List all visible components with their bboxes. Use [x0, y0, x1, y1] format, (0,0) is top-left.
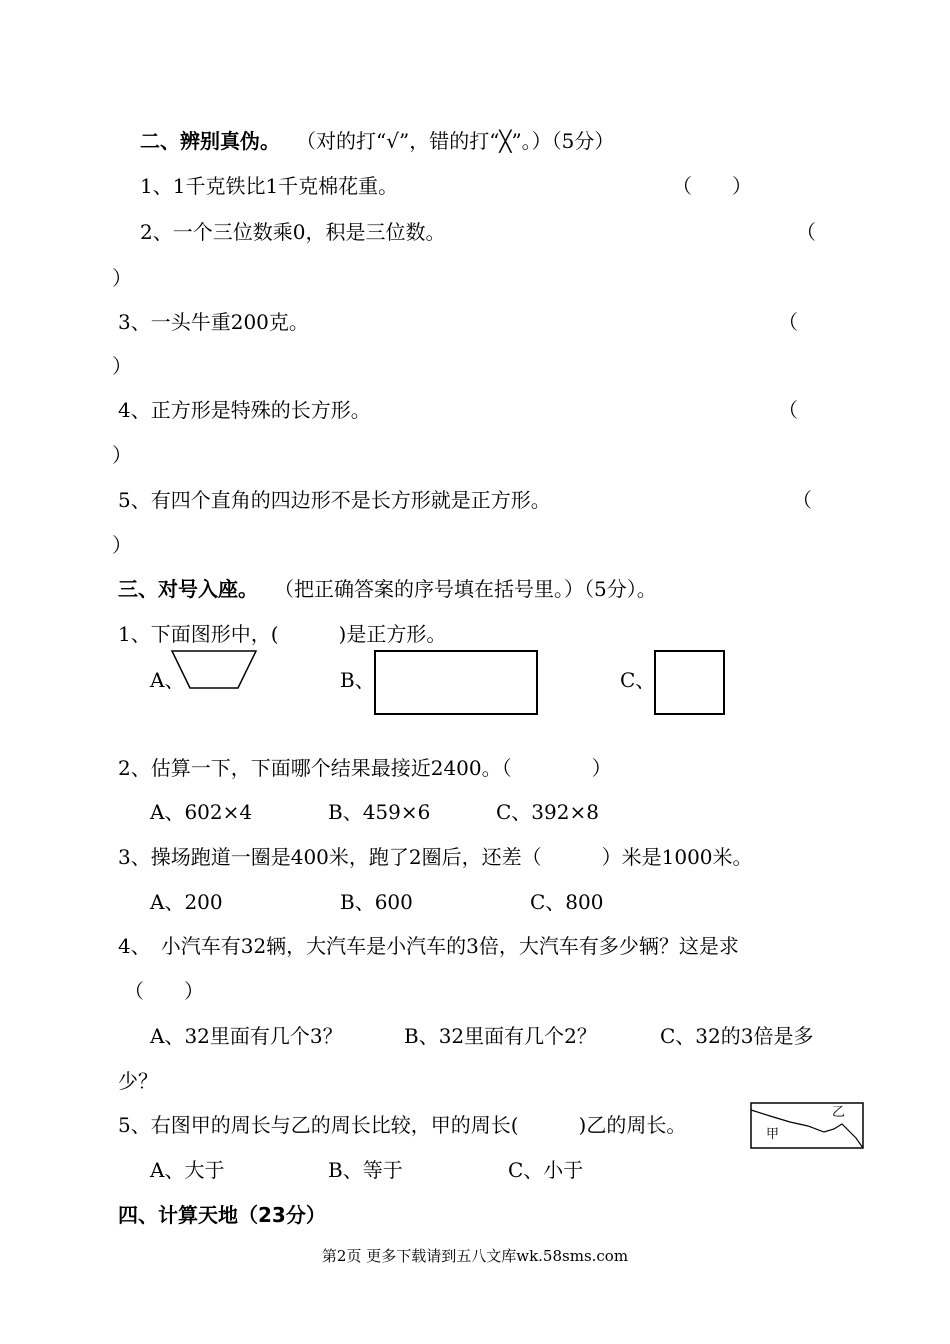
s3-q2-option-b: B、459×6: [328, 800, 431, 824]
s2-item4-text: 4、正方形是特殊的长方形。: [118, 398, 371, 422]
s2-item3-text: 3、一头牛重200克。: [118, 310, 309, 334]
s2-item3-close: ）: [112, 354, 132, 378]
section3-instruction: （把正确答案的序号填在括号里。）（5分）。: [274, 577, 657, 601]
section2-instruction: （对的打“√”，错的打“╳”。）（5分）: [296, 129, 615, 153]
square-figure: [654, 650, 725, 715]
perimeter-figure: [750, 1102, 864, 1149]
s2-item3-open: （: [778, 310, 798, 334]
s2-item2-close: ）: [112, 266, 132, 290]
s3-q4-option-b: B、32里面有几个2？: [404, 1024, 597, 1048]
s2-item5-close: ）: [112, 533, 132, 557]
page-footer: 第2页 更多下载请到五八文库wk.58sms.com: [321, 1247, 629, 1265]
s2-item1-open: （: [672, 174, 692, 198]
s3-q5-option-b: B、等于: [328, 1158, 403, 1182]
s3-q1-text: 1、下面图形中，( )是正方形。: [118, 622, 447, 646]
s3-q3-option-b: B、600: [340, 890, 413, 914]
s3-q1-option-c: C、: [620, 668, 656, 692]
s3-q3-text: 3、操场跑道一圈是400米，跑了2圈后，还差（ ）米是1000米。: [118, 845, 753, 869]
s3-q1-option-b: B、: [340, 668, 375, 692]
s3-q1-option-a: A、: [150, 668, 185, 692]
s3-q3-option-c: C、800: [530, 890, 604, 914]
s2-item5-open: （: [792, 488, 812, 512]
s2-item4-close: ）: [112, 443, 132, 467]
rectangle-figure: [374, 650, 538, 715]
s3-q5-text: 5、右图甲的周长与乙的周长比较，甲的周长( )乙的周长。: [118, 1113, 687, 1137]
s2-item4-open: （: [778, 398, 798, 422]
section2-title: 二、辨别真伪。: [140, 129, 280, 153]
s2-item1-close: ）: [732, 174, 752, 198]
s2-item5-text: 5、有四个直角的四边形不是长方形就是正方形。: [118, 488, 551, 512]
section3-title: 三、对号入座。: [118, 577, 258, 601]
s3-q2-option-c: C、392×8: [496, 800, 599, 824]
s3-q4-option-c-cont: 少？: [118, 1069, 158, 1093]
s2-item2-open: （: [796, 220, 816, 244]
s2-item2-text: 2、一个三位数乘0，积是三位数。: [140, 220, 446, 244]
s3-q2-option-a: A、602×4: [150, 800, 253, 824]
s3-q5-option-c: C、小于: [508, 1158, 584, 1182]
s3-q2-text: 2、估算一下，下面哪个结果最接近2400。（ ）: [118, 756, 612, 780]
trapezoid-figure: [170, 649, 260, 691]
s3-q4-option-c: C、32的3倍是多: [660, 1024, 814, 1048]
jia-label: 甲: [766, 1127, 780, 1142]
section4-title: 四、计算天地（23分）: [118, 1203, 326, 1227]
s3-q4-text: 4、 小汽车有32辆，大汽车是小汽车的3倍，大汽车有多少辆？这是求: [118, 934, 739, 958]
s3-q3-option-a: A、200: [150, 890, 223, 914]
s3-q4-paren: （ ）: [124, 979, 204, 1003]
s3-q4-option-a: A、32里面有几个3？: [150, 1024, 343, 1048]
s2-item1-text: 1、1千克铁比1千克棉花重。: [140, 174, 399, 198]
yi-label: 乙: [832, 1105, 846, 1120]
s3-q5-option-a: A、大于: [150, 1158, 225, 1182]
